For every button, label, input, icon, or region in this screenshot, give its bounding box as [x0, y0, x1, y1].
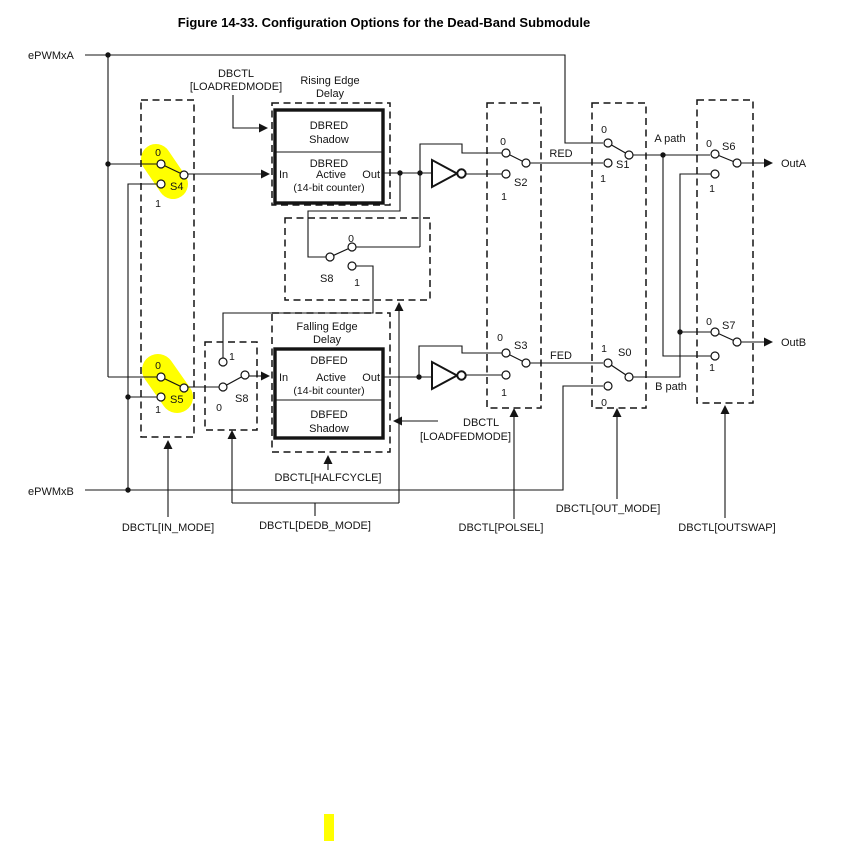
s8-upper-common — [326, 253, 334, 261]
s8-upper-bottom-label: 1 — [354, 277, 360, 289]
s8-lower-name: S8 — [235, 393, 249, 405]
s2-common — [522, 159, 530, 167]
s0-terminal-0 — [604, 382, 612, 390]
junction-dot — [125, 394, 130, 399]
dbfed-shadow-line2: Shadow — [309, 423, 349, 435]
s1-top-label: 0 — [601, 124, 607, 136]
loadredmode-label-line2: [LOADREDMODE] — [189, 81, 283, 93]
s1-terminal-1 — [604, 159, 612, 167]
s8-lower-common — [241, 371, 249, 379]
control-arrows — [168, 95, 725, 519]
s6-name: S6 — [722, 141, 736, 153]
s8-lower-terminal-1 — [219, 358, 227, 366]
inverter1-bubble — [457, 169, 465, 177]
epwmxb-riser — [128, 184, 157, 490]
s4-name: S4 — [170, 181, 184, 193]
s1-name: S1 — [616, 159, 630, 171]
s8-upper-1-wire — [223, 266, 373, 358]
loadfedmode-label-line1: DBCTL — [463, 417, 500, 429]
polsel-box — [487, 103, 541, 408]
dedb-bracket — [232, 503, 399, 516]
s5-name: S5 — [170, 394, 184, 406]
loadfedmode-label-line2: [LOADFEDMODE] — [420, 431, 512, 443]
s4-terminal-1 — [157, 180, 165, 188]
highlighter-marks — [156, 159, 334, 841]
a-to-s7-wire — [663, 155, 711, 356]
dbfed-active-line1: DBFED — [310, 355, 348, 367]
s4-common — [180, 171, 188, 179]
s0-terminal-1 — [604, 359, 612, 367]
epwmxa-riser — [108, 55, 157, 377]
outb-label: OutB — [781, 337, 807, 349]
junction-dot — [397, 170, 402, 175]
junction-dot — [125, 487, 130, 492]
outa-label: OutA — [781, 158, 807, 170]
dbfed-shadow-line1: DBFED — [310, 409, 348, 421]
halfcycle-label: DBCTL[HALFCYCLE] — [274, 472, 382, 484]
s3-top-label: 0 — [497, 332, 503, 344]
outswap-label: DBCTL[OUTSWAP] — [678, 522, 776, 534]
s3-common — [522, 359, 530, 367]
s6-common — [733, 159, 741, 167]
junction-dots — [105, 52, 682, 492]
wires — [85, 55, 765, 490]
rising-edge-title-line2: Delay — [315, 88, 345, 100]
s5-bottom-label: 1 — [155, 404, 161, 416]
s8-upper-terminal-1 — [348, 262, 356, 270]
dbred-counter-label: (14-bit counter) — [293, 182, 365, 194]
figure-title: Figure 14-33. Configuration Options for the Dead-Band Submodule — [177, 15, 591, 30]
dbfed-counter-label: (14-bit counter) — [293, 385, 365, 397]
s2-terminal-0 — [502, 149, 510, 157]
s8-upper-name: S8 — [320, 273, 334, 285]
s6-bottom-label: 1 — [709, 183, 715, 195]
switch-blades — [161, 143, 737, 388]
rising-edge-title-line1: Rising Edge — [300, 75, 360, 87]
s2-top-label: 0 — [500, 136, 506, 148]
dbred-active-line2: Active — [316, 169, 346, 181]
s3-terminal-0 — [502, 349, 510, 357]
s0-bottom-label: 0 — [601, 397, 607, 409]
s3-bottom-label: 1 — [501, 387, 507, 399]
s2-name: S2 — [514, 177, 528, 189]
highlight-bottom-mark — [324, 814, 334, 841]
inverter2-triangle — [432, 362, 457, 389]
dbred-shadow-line1: DBRED — [309, 120, 349, 132]
dbred-active-line1: DBRED — [309, 158, 349, 170]
s1-terminal-0 — [604, 139, 612, 147]
s4-terminal-0 — [157, 160, 165, 168]
junction-dot — [105, 52, 110, 57]
out-mode-label: DBCTL[OUT_MODE] — [555, 503, 661, 515]
junction-dot — [416, 374, 421, 379]
s2-terminal-1 — [502, 170, 510, 178]
s3-name: S3 — [514, 340, 528, 352]
junction-dot — [417, 170, 422, 175]
inverter-fed — [432, 362, 466, 389]
s5-top-label: 0 — [155, 360, 161, 372]
dedb-mode-label: DBCTL[DEDB_MODE] — [259, 520, 371, 532]
s5-terminal-0 — [157, 373, 165, 381]
dbred-out-label: Out — [362, 169, 380, 181]
s3-terminal-1 — [502, 371, 510, 379]
s7-common — [733, 338, 741, 346]
s5-common — [180, 384, 188, 392]
inverter-red — [432, 160, 466, 187]
s8-lower-top-label: 1 — [229, 351, 235, 363]
fed-signal-label: FED — [550, 350, 572, 362]
s4-bottom-label: 1 — [155, 198, 161, 210]
s6-terminal-0 — [711, 150, 719, 158]
s7-bottom-label: 1 — [709, 362, 715, 374]
loadredmode-arrow — [233, 95, 260, 128]
dashed-boxes — [141, 100, 753, 452]
s7-top-label: 0 — [706, 316, 712, 328]
loadredmode-label-line1: DBCTL — [217, 68, 255, 80]
in-mode-label: DBCTL[IN_MODE] — [121, 522, 215, 534]
dbred-in-label: In — [279, 169, 289, 181]
junction-dot — [660, 152, 665, 157]
inverter2-bubble — [457, 371, 465, 379]
s0-common — [625, 373, 633, 381]
s8-upper-top-label: 0 — [348, 233, 354, 245]
red-signal-label: RED — [549, 148, 573, 160]
falling-edge-title-line1: Falling Edge — [296, 321, 358, 333]
epwmxa-label: ePWMxA — [28, 50, 74, 62]
s0-top-label: 1 — [601, 343, 607, 355]
s1-bottom-label: 1 — [600, 173, 606, 185]
s0-name: S0 — [618, 347, 632, 359]
s8-lower-terminal-0 — [219, 383, 227, 391]
s6-terminal-1 — [711, 170, 719, 178]
s4-top-label: 0 — [155, 147, 161, 159]
falling-edge-title-line2: Delay — [312, 334, 342, 346]
junction-dot — [105, 161, 110, 166]
dbfed-out-label: Out — [362, 372, 380, 384]
s8-lower-bottom-label: 0 — [216, 402, 222, 414]
b-path-wire — [633, 174, 711, 377]
junction-dot — [677, 329, 682, 334]
s7-terminal-1 — [711, 352, 719, 360]
s7-name: S7 — [722, 320, 736, 332]
s6-top-label: 0 — [706, 138, 712, 150]
dbred-shadow-line2: Shadow — [309, 134, 349, 146]
dbfed-active-line2: Active — [316, 372, 346, 384]
polsel-label: DBCTL[POLSEL] — [458, 522, 544, 534]
s7-terminal-0 — [711, 328, 719, 336]
s5-terminal-1 — [157, 393, 165, 401]
epwmxb-label: ePWMxB — [28, 486, 74, 498]
a-path-label: A path — [654, 133, 686, 145]
inverter1-triangle — [432, 160, 457, 187]
s1-common — [625, 151, 633, 159]
s2-bottom-label: 1 — [501, 191, 507, 203]
b-path-label: B path — [655, 381, 687, 393]
dbfed-in-label: In — [279, 372, 289, 384]
